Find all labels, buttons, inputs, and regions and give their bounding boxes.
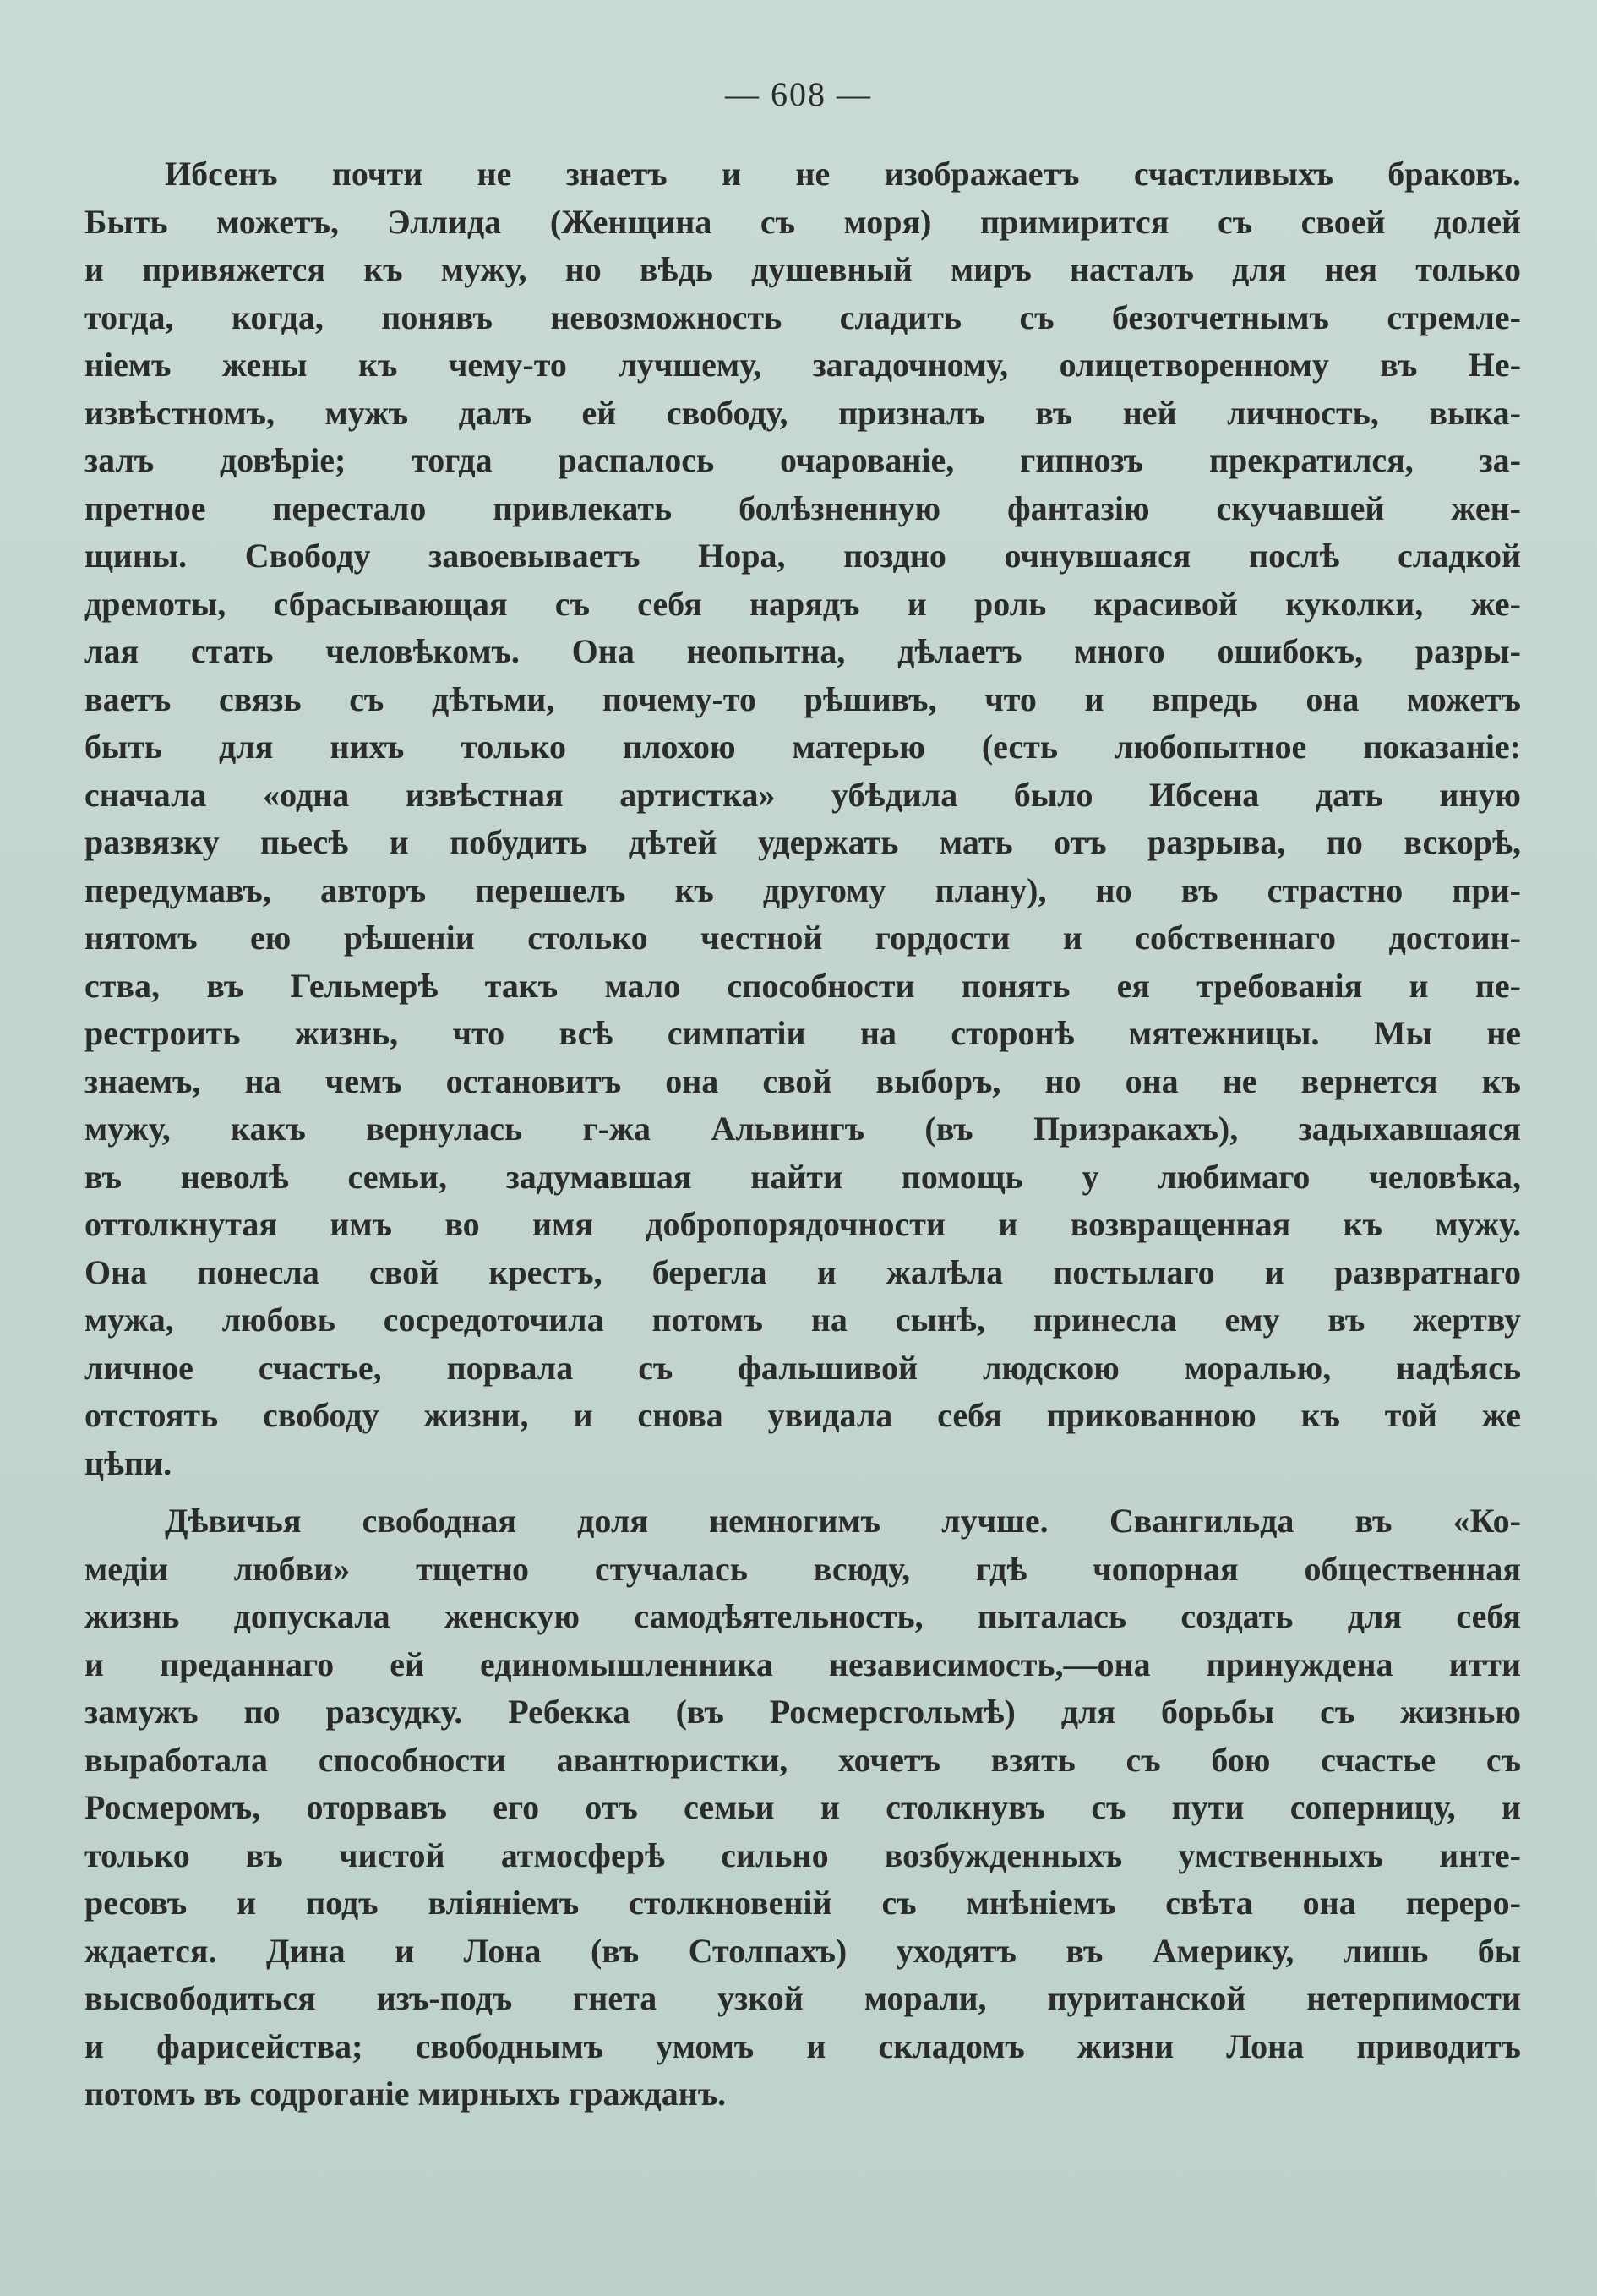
text-line: извѣстномъ, мужъ далъ ей свободу, призналъ въ ней личность, выка- [84, 393, 1521, 432]
text-line: ждается. Дина и Лона (въ Столпахъ) уходятъ въ Америку, лишь бы [84, 1931, 1521, 1970]
text-line: развязку пьесѣ и побудить дѣтей удержать мать отъ разрыва, по вскорѣ, [84, 823, 1521, 861]
text-line: и преданнаго ей единомышленника независимость,—она принуждена итти [84, 1644, 1521, 1683]
page-number: — 608 — [725, 75, 872, 113]
text-line: Быть можетъ, Эллида (Женщина съ моря) примирится съ своей долей [84, 202, 1521, 241]
text-line: ваетъ связь съ дѣтьми, почему-то рѣшивъ, что и впредь она можетъ [84, 679, 1521, 718]
text-line: претное перестало привлекать болѣзненную фантазію скучавшей жен- [84, 488, 1521, 527]
text-line: и фарисейства; свободнымъ умомъ и складомъ жизни Лона приводитъ [84, 2026, 1521, 2065]
text-line: передумавъ, авторъ перешелъ къ другому плану), но въ страстно при- [84, 870, 1521, 909]
text-line: медіи любви» тщетно стучалась всюду, гдѣ чопорная общественная [84, 1549, 1521, 1588]
text-line: щины. Свободу завоевываетъ Нора, поздно очнувшаяся послѣ сладкой [84, 537, 1521, 575]
text-line: рестроить жизнь, что всѣ симпатіи на сторонѣ мятежницы. Мы не [84, 1014, 1521, 1052]
text-line: ніемъ жены къ чему-то лучшему, загадочному, олицетворенному въ Не- [84, 346, 1521, 384]
text-line: быть для нихъ только плохою матерью (есть любопытное показаніе: [84, 728, 1521, 766]
paragraph [84, 150, 1521, 1487]
text-line: Дѣвичья свободная доля немногимъ лучше. Свангильда въ «Ко- [165, 1502, 1521, 1540]
text-line: сначала «одна извѣстная артистка» убѣдила было Ибсена дать иную [84, 775, 1521, 814]
text-line: ства, въ Гельмерѣ такъ мало способности понять ея требованія и пе- [84, 966, 1521, 1005]
text-line: Она понесла свой крестъ, берегла и жалѣла постылаго и развратнаго [84, 1252, 1521, 1291]
text-line: мужа, любовь сосредоточила потомъ на сынѣ, принесла ему въ жертву [84, 1301, 1521, 1339]
text-line: жизнь допускала женскую самодѣятельность, пыталась создать для себя [84, 1597, 1521, 1635]
text-line: только въ чистой атмосферѣ сильно возбужденныхъ умственныхъ инте- [84, 1835, 1521, 1874]
text-line: и привяжется къ мужу, но вѣдь душевный миръ насталъ для нея только [84, 250, 1521, 288]
text-line: замужъ по разсудку. Ребекка (въ Росмерсгольмѣ) для борьбы съ жизнью [84, 1693, 1521, 1731]
paragraph [84, 1497, 1521, 2119]
text-line: мужу, какъ вернулась г-жа Альвингъ (въ Призракахъ), задыхавшаяся [84, 1110, 1521, 1148]
text-line: тогда, когда, понявъ невозможность сладить съ безотчетнымъ стремле- [84, 297, 1521, 336]
text-line: оттолкнутая имъ во имя добропорядочности и возвращенная къ мужу. [84, 1205, 1521, 1243]
text-line: знаемъ, на чемъ остановитъ она свой выборъ, но она не вернется къ [84, 1061, 1521, 1100]
paragraph-gap [84, 1487, 1521, 1497]
text-line: нятомъ ею рѣшеніи столько честной гордости и собственнаго достоин- [84, 919, 1521, 957]
text-line: отстоять свободу жизни, и снова увидала себя прикованною къ той же [84, 1396, 1521, 1434]
text-line: Ибсенъ почти не знаетъ и не изображаетъ счастливыхъ браковъ. [165, 155, 1521, 193]
text-line: Росмеромъ, оторвавъ его отъ семьи и столкнувъ съ пути соперницу, и [84, 1788, 1521, 1826]
text-line: залъ довѣріе; тогда распалось очарованіе, гипнозъ прекратился, за- [84, 441, 1521, 479]
text-line: выработала способности авантюристки, хочетъ взять съ бою счастье съ [84, 1740, 1521, 1779]
text-line: дремоты, сбрасывающая съ себя нарядъ и роль красивой куколки, же- [84, 584, 1521, 623]
body-text [84, 150, 1521, 2119]
text-line: лая стать человѣкомъ. Она неопытна, дѣлаетъ много ошибокъ, разры- [84, 632, 1521, 670]
text-line: потомъ въ содроганіе мирныхъ гражданъ. [84, 2075, 727, 2113]
text-line: личное счастье, порвала съ фальшивой людскою моралью, надѣясь [84, 1348, 1521, 1387]
text-line: высвободиться изъ-подъ гнета узкой морали, пуританской нетерпимости [84, 1979, 1521, 2017]
text-line: цѣпи. [84, 1443, 172, 1482]
text-line: ресовъ и подъ вліяніемъ столкновеній съ мнѣніемъ свѣта она переро- [84, 1884, 1521, 1922]
text-line: въ неволѣ семьи, задумавшая найти помощь у любимаго человѣка, [84, 1157, 1521, 1196]
